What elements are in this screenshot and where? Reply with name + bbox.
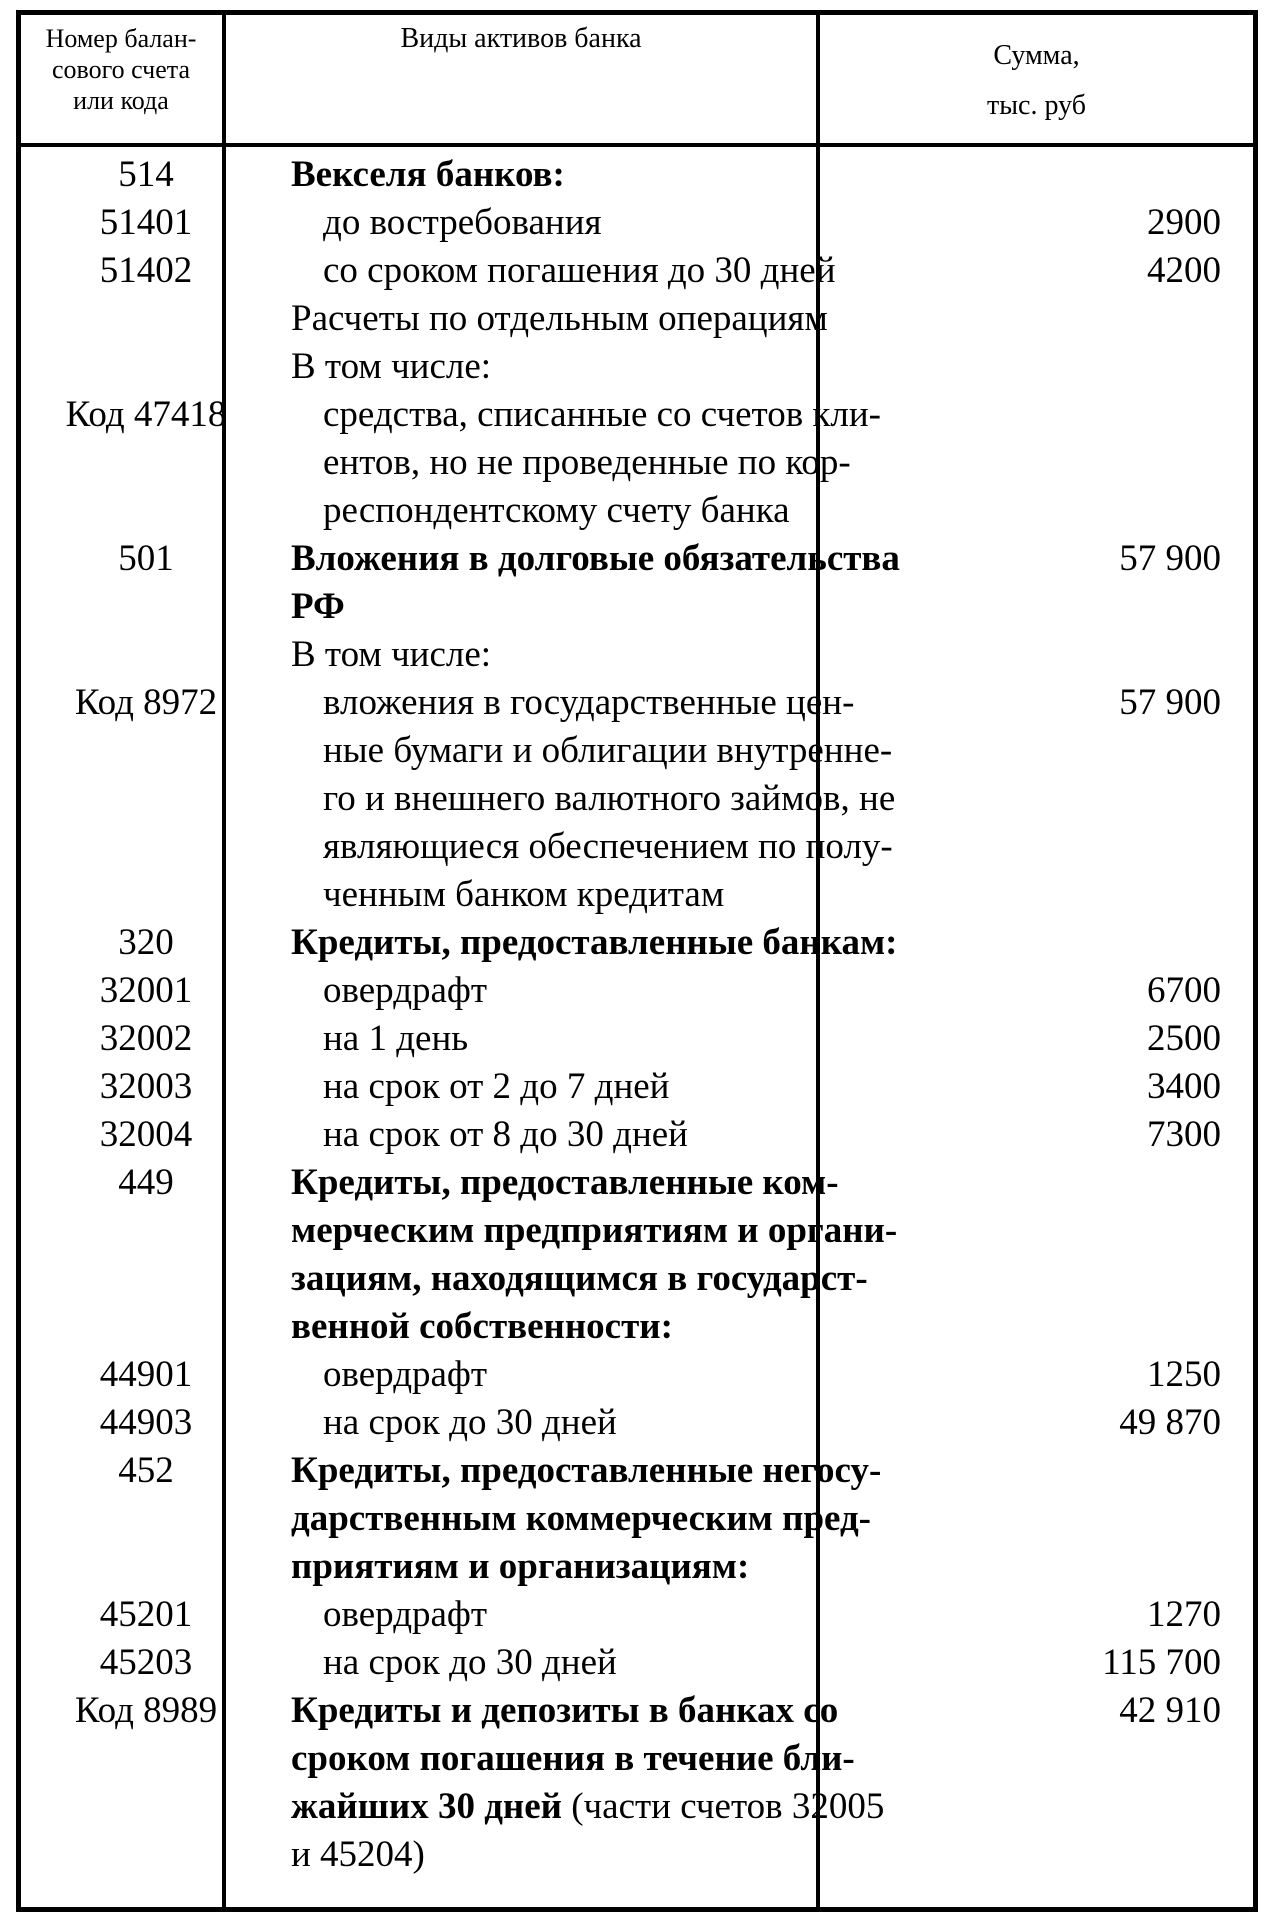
amount-value: 57 900 [1119,538,1221,579]
asset-description [271,967,971,1015]
table-row [21,1111,1253,1159]
table-row [21,967,1253,1015]
description-line: и 45204) [291,1834,425,1875]
account-code: 320 [118,922,174,963]
amount-value [971,151,1253,199]
amount-value [971,1159,1253,1351]
description-line: Кредиты, предоставленные негосу- [291,1450,882,1491]
header-account-number [21,23,221,116]
table-row [21,919,1253,967]
description-line: на 1 день [323,1018,469,1059]
description-line: респондентскому счету банка [323,490,790,531]
asset-description [271,295,971,343]
header-col3-line: тыс. руб [987,90,1086,121]
account-code: Код 8989 [74,1690,218,1731]
description-line: жайших 30 дней (части счетов 32005 [291,1786,885,1827]
header-asset-types: Виды активов банка [400,23,642,54]
asset-description [271,1447,971,1591]
account-code [21,343,271,391]
asset-description [271,199,971,247]
table-row [21,151,1253,199]
account-code: Код 8972 [74,682,218,723]
table-row [21,247,1253,295]
description-note: (части счетов 32005 [561,1786,885,1827]
asset-description [271,1015,971,1063]
description-line: овердрафт [323,970,488,1011]
table-row [21,1639,1253,1687]
account-code: 514 [118,154,174,195]
table-row [21,391,1253,535]
description-line: Кредиты, предоставленные банкам: [291,922,898,963]
asset-description [271,631,971,679]
amount-value: 2900 [1147,202,1221,243]
table-row [21,1687,1253,1879]
account-code: 51402 [99,250,193,291]
description-line: приятиям и организациям: [291,1546,750,1587]
asset-description [271,1111,971,1159]
asset-description [271,247,971,295]
table-body [21,151,1253,1879]
description-line: средства, списанные со счетов кли- [323,394,881,435]
description-line: ентов, но не проведенные по кор- [323,442,851,483]
description-line: мерческим предприятиям и органи- [291,1210,898,1251]
description-line: зациям, находящимся в государст- [291,1258,868,1299]
table-row [21,295,1253,343]
asset-description [271,1399,971,1447]
table-row [21,1351,1253,1399]
asset-description [271,679,971,919]
description-line: Расчеты по отдельным операциям [291,298,828,339]
amount-value: 2500 [1147,1018,1221,1059]
amount-value: 3400 [1147,1066,1221,1107]
header-col1-line: Номер балан- [45,24,197,53]
account-code: 45203 [99,1642,193,1683]
asset-description [271,1351,971,1399]
description-line: ченным банком кредитам [323,874,725,915]
amount-value: 7300 [1147,1114,1221,1155]
description-line: овердрафт [323,1594,488,1635]
header-col1-line: или кода [73,86,169,115]
description-line: го и внешнего валютного займов, не [323,778,896,819]
account-code: 452 [118,1450,174,1491]
table-row [21,1015,1253,1063]
account-code [21,295,271,343]
description-line: со сроком погашения до 30 дней [323,250,836,291]
amount-value: 4200 [1147,250,1221,291]
description-line: на срок до 30 дней [323,1402,617,1443]
amount-value [971,1447,1253,1591]
account-code: 44901 [99,1354,193,1395]
amount-value: 42 910 [1119,1690,1221,1731]
amount-value [971,295,1253,343]
description-line: сроком погашения в течение бли- [291,1738,855,1779]
table-row [21,535,1253,631]
description-line: на срок от 2 до 7 дней [323,1066,670,1107]
amount-value: 49 870 [1119,1402,1221,1443]
asset-description [271,1639,971,1687]
description-line: на срок от 8 до 30 дней [323,1114,688,1155]
account-code: 44903 [99,1402,193,1443]
amount-value [971,631,1253,679]
table-row [21,343,1253,391]
account-code: Код 47418 [65,394,227,435]
description-line: овердрафт [323,1354,488,1395]
description-line: Кредиты, предоставленные ком- [291,1162,839,1203]
description-line: до востребования [323,202,602,243]
asset-description [271,1687,971,1879]
description-line: В том числе: [291,346,492,387]
header-col3-line: Сумма, [993,40,1080,71]
header-divider [21,143,1253,147]
asset-description [271,391,971,535]
amount-value: 1250 [1147,1354,1221,1395]
asset-description [271,343,971,391]
amount-value: 115 700 [1102,1642,1221,1683]
description-line: дарственным коммерческим пред- [291,1498,872,1539]
asset-description [271,1063,971,1111]
description-line: ные бумаги и облигации внутренне- [323,730,893,771]
description-line: на срок до 30 дней [323,1642,617,1683]
table-row [21,1591,1253,1639]
description-line: В том числе: [291,634,492,675]
asset-description [271,1591,971,1639]
description-line: венной собственности: [291,1306,673,1347]
header-col1-line: сового счета [51,55,190,84]
amount-value: 57 900 [1119,682,1221,723]
account-code: 51401 [99,202,193,243]
asset-description [271,1159,971,1351]
description-line: Кредиты и депозиты в банках со [291,1690,839,1731]
description-line: являющиеся обеспечением по полу- [323,826,893,867]
table-row [21,1447,1253,1591]
asset-description [271,919,971,967]
description-line: вложения в государственные цен- [323,682,855,723]
account-code: 45201 [99,1594,193,1635]
amount-value: 6700 [1147,970,1221,1011]
description-line: Векселя банков: [291,154,565,195]
table-row [21,1063,1253,1111]
account-code: 32002 [99,1018,193,1059]
header-amount [820,31,1253,131]
amount-value: 1270 [1147,1594,1221,1635]
amount-value [971,919,1253,967]
description-line: РФ [291,586,345,627]
account-code: 32004 [99,1114,193,1155]
asset-description [271,535,971,631]
amount-value [971,391,1253,535]
assets-table [16,10,1258,1912]
account-code: 32003 [99,1066,193,1107]
description-line: Вложения в долговые обязательства [291,538,900,579]
asset-description [271,151,971,199]
account-code: 501 [118,538,174,579]
account-code: 449 [118,1162,174,1203]
table-row [21,1159,1253,1351]
table-row [21,679,1253,919]
table-row [21,1399,1253,1447]
table-row [21,199,1253,247]
account-code [21,631,271,679]
table-row [21,631,1253,679]
amount-value [971,343,1253,391]
account-code: 32001 [99,970,193,1011]
